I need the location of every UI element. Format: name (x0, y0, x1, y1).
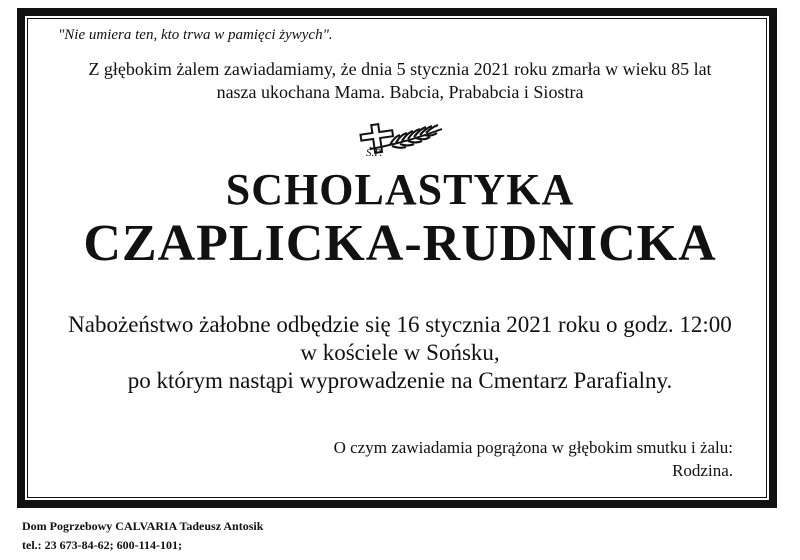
sp-abbreviation: Ś.P. (366, 147, 383, 159)
family-signature: Rodzina. (672, 461, 733, 480)
announcement-line-1: Z głębokim żalem zawiadamiamy, że dnia 5 stycznia 2021 roku zmarła w wieku 85 lat (88, 59, 712, 79)
service-line-3: po którym nastąpi wyprowadzenie na Cmentarz Parafialny. (127, 368, 673, 393)
motto-quote: "Nie umiera ten, kto trwa w pamięci żywych". (58, 27, 333, 43)
closing-line: O czym zawiadamia pogrążona w głębokim smutku i żalu: (333, 438, 733, 457)
cross-palm-icon (350, 115, 450, 165)
deceased-surname: CZAPLICKA-RUDNICKA (83, 215, 717, 272)
deceased-first-name: SCHOLASTYKA (225, 165, 575, 214)
announcement-line-2: nasza ukochana Mama. Babcia, Prababcia i Siostra (216, 82, 584, 102)
funeral-home-phones: tel.: 23 673-84-62; 600-114-101; (22, 538, 182, 552)
service-line-1: Nabożeństwo żałobne odbędzie się 16 stycznia 2021 roku o godz. 12:00 (68, 312, 732, 337)
service-line-2: w kościele w Sońsku, (300, 340, 500, 365)
funeral-home-name: Dom Pogrzebowy CALVARIA Tadeusz Antosik (22, 519, 264, 533)
